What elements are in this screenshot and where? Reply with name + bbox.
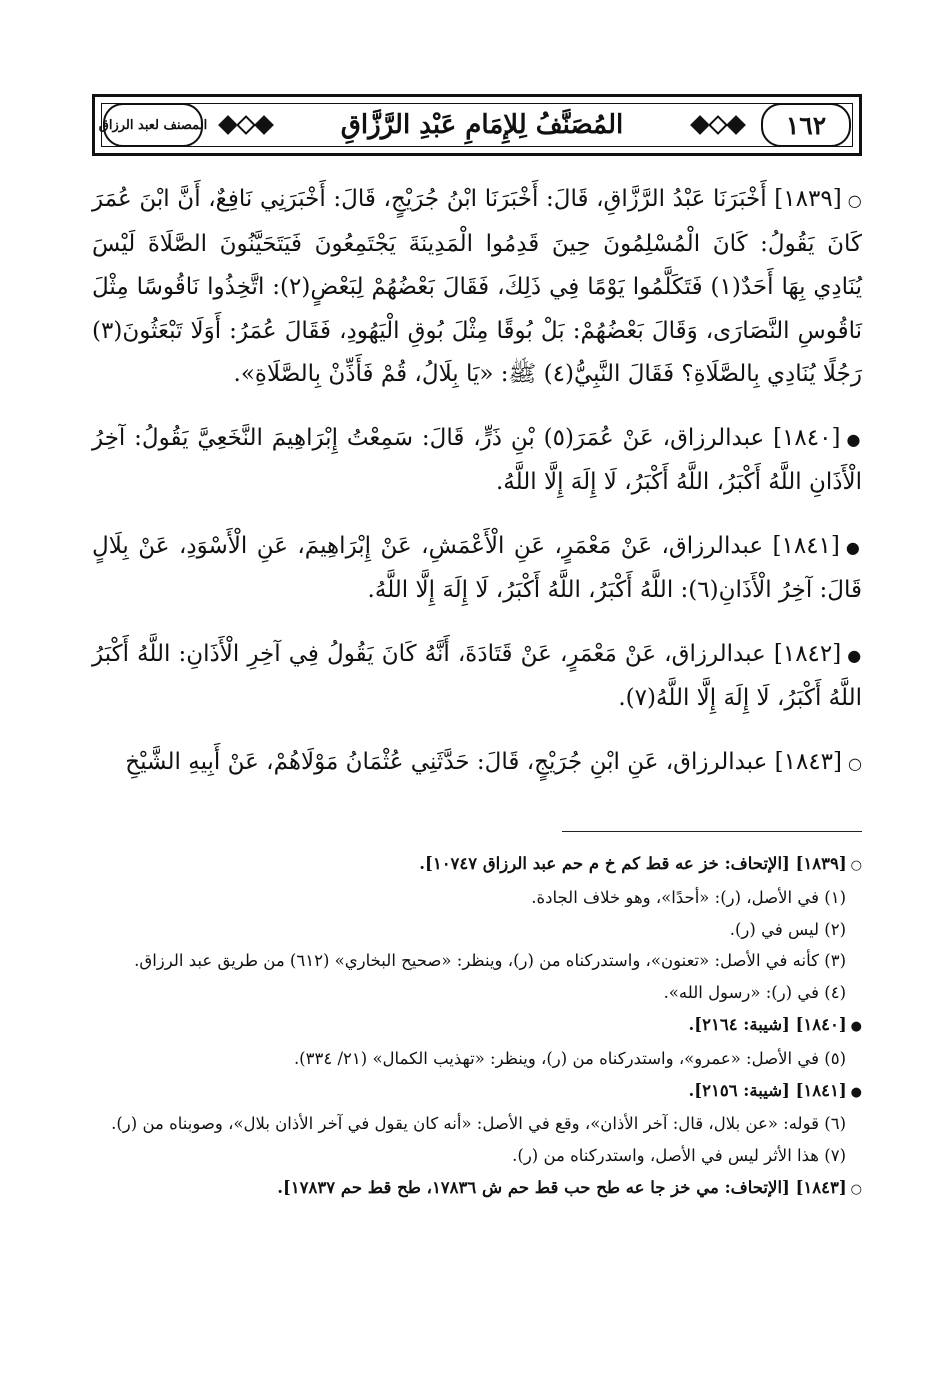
footnote <box>92 1108 862 1140</box>
header-right <box>675 103 859 147</box>
footnote <box>92 914 862 946</box>
footnote-text: (١) في الأصل، (ر): «أحدًا»، وهو خلاف الجادة. <box>531 887 846 907</box>
footnote-text: [١٨٤١] [شيبة: ٢١٥٦]. <box>688 1080 847 1100</box>
book-title: المُصَنَّفُ لِلإِمَامِ عَبْدِ الرَّزَّاقِ <box>340 110 624 140</box>
footnote <box>92 1075 862 1109</box>
footnote-text: (٥) في الأصل: «عمرو»، واستدركناه من (ر)، وينظر: «تهذيب الكمال» (٢١/ ٣٣٤). <box>293 1048 846 1068</box>
footnote <box>92 1140 862 1172</box>
hadith-1839 <box>92 178 862 397</box>
footnote-marker: ● <box>850 1084 862 1100</box>
footnote <box>92 977 862 1009</box>
footnote <box>92 848 862 882</box>
footnote <box>92 1172 862 1206</box>
footnote-text: (٧) هذا الأثر ليس في الأصل، واستدركناه من (ر). <box>512 1146 846 1166</box>
footnote-text: (٣) كأنه في الأصل: «تعنون»، واستدركناه من (ر)، وينظر: «صحيح البخاري» (٦١٢) من طريق عبد الرزاق. <box>134 951 846 971</box>
footnote <box>92 1009 862 1043</box>
ornament-right <box>685 104 751 146</box>
footnote <box>92 882 862 914</box>
footnote-text: (٦) قوله: «عن بلال، قال: آخر الأذان»، وقع في الأصل: «أنه كان يقول في آخر الأذان بلال»، وصوبناه من (ر). <box>111 1114 846 1134</box>
hadith-1843 <box>92 741 862 786</box>
footnote-text: [١٨٣٩] [الإتحاف: خز عه قط كم خ م حم عبد الرزاق ١٠٧٤٧]. <box>419 854 847 873</box>
main-text <box>92 178 862 785</box>
hadith-text: [١٨٤٠] عبدالرزاق، عَنْ عُمَرَ(٥) بْنِ ذَرٍّ، قَالَ: سَمِعْتُ إِبْرَاهِيمَ النَّخَعِيَّ يَقُولُ: آخِرُ الْأَذَانِ اللَّهُ أَكْبَرُ، اللَّهُ أَكْبَرُ، لَا إِلَهَ إِلَّا اللَّهُ. <box>92 424 862 495</box>
hadith-marker: ● <box>847 645 862 665</box>
hadith-text: [١٨٣٩] أَخْبَرَنَا عَبْدُ الرَّزَّاقِ، قَالَ: أَخْبَرَنَا ابْنُ جُرَيْجٍ، قَالَ: أَخْبَرَنِي نَافِعٌ، أَنَّ ابْنَ عُمَرَ كَانَ يَقُولُ: كَانَ الْمُسْلِمُونَ حِينَ قَدِمُوا الْمَدِينَةَ يَجْتَمِعُونَ فَيَتَحَيَّنُونَ الصَّلَاةَ لَيْسَ يُنَادِي بِهَا أَحَدٌ(١) فَتَكَلَّمُوا يَوْمًا فِي ذَلِكَ، فَقَالَ بَعْضُهُمْ لِبَعْضٍ(٢): اتَّخِذُوا نَاقُوسًا مِثْلَ نَاقُوسِ النَّصَارَى، وَقَالَ بَعْضُهُمْ: بَلْ بُوقًا مِثْلَ بُوقِ الْيَهُودِ، فَقَالَ عُمَرُ: أَوَلَا تَبْعَثُونَ(٣) رَجُلًا يُنَادِي بِالصَّلَاةِ؟ فَقَالَ النَّبِيُّ(٤) ﷺ: «يَا بِلَالُ، قُمْ فَأَذِّنْ بِالصَّلَاةِ». <box>92 186 863 387</box>
hadith-marker: ○ <box>848 753 862 773</box>
hadith-text: [١٨٤٢] عبدالرزاق، عَنْ مَعْمَرٍ، عَنْ قَتَادَةَ، أَنَّهُ كَانَ يَقُولُ فِي آخِرِ الْأَذَانِ: اللَّهُ أَكْبَرُ اللَّهُ أَكْبَرُ، لَا إِلَهَ إِلَّا اللَّهُ(٧). <box>92 640 862 711</box>
hadith-text: [١٨٤١] عبدالرزاق، عَنْ مَعْمَرٍ، عَنِ الْأَعْمَشِ، عَنْ إِبْرَاهِيمَ، عَنِ الْأَسْوَدِ، عَنْ بِلَالٍ قَالَ: آخِرُ الْأَذَانِ(٦): اللَّهُ أَكْبَرُ، اللَّهُ أَكْبَرُ، لَا إِلَهَ إِلَّا اللَّهُ. <box>92 532 862 603</box>
hadith-1840 <box>92 417 862 505</box>
hadith-marker: ● <box>845 537 862 557</box>
footnote-marker: ● <box>850 1018 862 1034</box>
book-emblem: المصنف لعبد الرزاق <box>103 103 203 147</box>
ornament-left <box>213 104 279 146</box>
hadith-text: [١٨٤٣] عبدالرزاق، عَنِ ابْنِ جُرَيْجٍ، قَالَ: حَدَّثَنِي عُثْمَانُ مَوْلَاهُمْ، عَنْ أَبِيهِ الشَّيْخِ <box>125 748 843 775</box>
hadith-1841 <box>92 525 862 613</box>
footnotes <box>92 848 862 1206</box>
footnote <box>92 945 862 977</box>
footnote-text: [١٨٤٠] [شيبة: ٢١٦٤]. <box>688 1014 847 1034</box>
page-header <box>92 94 862 156</box>
footnote-text: (٢) ليس في (ر). <box>729 919 846 939</box>
hadith-1842 <box>92 633 862 721</box>
footnote-text: (٤) في (ر): «رسول الله». <box>663 983 846 1003</box>
footnote-divider <box>562 831 862 832</box>
header-left <box>95 103 289 147</box>
footnote <box>92 1043 862 1075</box>
page-number: ١٦٢ <box>761 103 851 147</box>
hadith-marker: ● <box>846 429 862 449</box>
hadith-marker: ○ <box>847 191 862 210</box>
footnote-marker: ○ <box>850 858 862 873</box>
footnote-marker: ○ <box>850 1181 862 1197</box>
footnote-text: [١٨٤٣] [الإتحاف: مي خز جا عه طح حب قط حم ش ١٧٨٣٦، طح قط حم ١٧٨٣٧]. <box>277 1177 847 1197</box>
